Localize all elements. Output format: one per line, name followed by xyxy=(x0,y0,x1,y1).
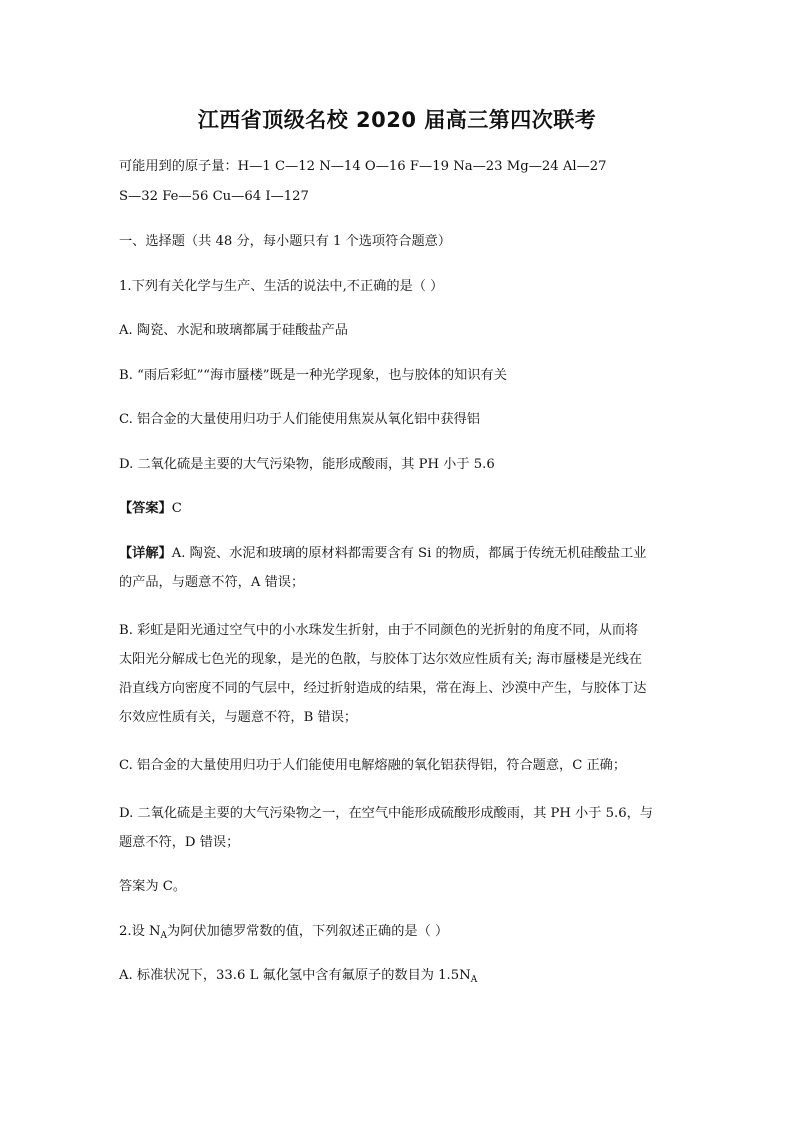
question-1-stem: 1.下列有关化学与生产、生活的说法中,不正确的是（ ） xyxy=(119,279,444,294)
answer-line xyxy=(119,499,182,519)
question-2-option-a xyxy=(119,966,477,990)
question-1-option-c: C. 铝合金的大量使用归功于人们能使用焦炭从氧化铝中获得铝 xyxy=(119,412,480,427)
answer-label: 【答案】 xyxy=(119,501,172,516)
analysis-label: 【详解】 xyxy=(119,546,172,561)
answer-value: C xyxy=(171,501,182,516)
question-2-option-a-subscript: A xyxy=(470,975,478,985)
analysis-c-line: C. 铝合金的大量使用归功于人们能使用电解熔融的氧化铝获得铝，符合题意，C 正确； xyxy=(119,758,627,773)
analysis-b-line-1: B. 彩虹是阳光通过空气中的小水珠发生折射，由于不同颜色的光折射的角度不同，从而将 xyxy=(119,623,639,638)
question-1-option-b: B. “雨后彩虹”“海市蜃楼”既是一种光学现象，也与胶体的知识有关 xyxy=(119,368,507,383)
section-heading: 一、选择题（共 48 分，每小题只有 1 个选项符合题意） xyxy=(119,234,452,249)
atomic-mass-line-1: 可能用到的原子量：H—1 C—12 N—14 O—16 F—19 Na—23 Mg—24 Al—27 xyxy=(119,159,607,174)
question-2-stem xyxy=(119,922,448,946)
question-1-option-d: D. 二氧化硫是主要的大气污染物，能形成酸雨，其 PH 小于 5.6 xyxy=(119,457,495,472)
analysis-b-line-2: 太阳光分解成七色光的现象，是光的色散，与胶体丁达尔效应性质有关; 海市蜃楼是光线在 xyxy=(119,652,642,667)
analysis-a-line-2: 的产品，与题意不符，A 错误； xyxy=(119,575,305,590)
question-2-stem-prefix: 2.设 N xyxy=(119,924,161,939)
atomic-mass-line-2: S—32 Fe—56 Cu—64 I—127 xyxy=(119,189,309,204)
analysis-b-line-3: 沿直线方向密度不同的气层中，经过折射造成的结果，常在海上、沙漠中产生，与胶体丁达 xyxy=(119,681,647,696)
question-2-option-a-text: A. 标准状况下，33.6 L 氟化氢中含有氟原子的数目为 1.5N xyxy=(119,968,471,983)
question-1-option-a: A. 陶瓷、水泥和玻璃都属于硅酸盐产品 xyxy=(119,323,348,338)
analysis-d-line-1: D. 二氧化硫是主要的大气污染物之一，在空气中能形成硫酸形成酸雨，其 PH 小于 5.6，与 xyxy=(119,806,653,821)
question-2-stem-suffix: 为阿伏加德罗常数的值，下列叙述正确的是（ ） xyxy=(167,924,449,939)
analysis-a-line-1 xyxy=(119,544,646,564)
analysis-b-line-4: 尔效应性质有关，与题意不符，B 错误； xyxy=(119,710,358,725)
analysis-d-line-2: 题意不符，D 错误； xyxy=(119,835,240,850)
question-2-stem-subscript: A xyxy=(160,931,168,941)
analysis-a-text-1: A. 陶瓷、水泥和玻璃的原材料都需要含有 Si 的物质，都属于传统无机硅酸盐工业 xyxy=(171,546,647,561)
question-1-conclusion: 答案为 C。 xyxy=(119,879,187,894)
page-title: 江西省顶级名校 2020 届高三第四次联考 xyxy=(197,108,597,132)
